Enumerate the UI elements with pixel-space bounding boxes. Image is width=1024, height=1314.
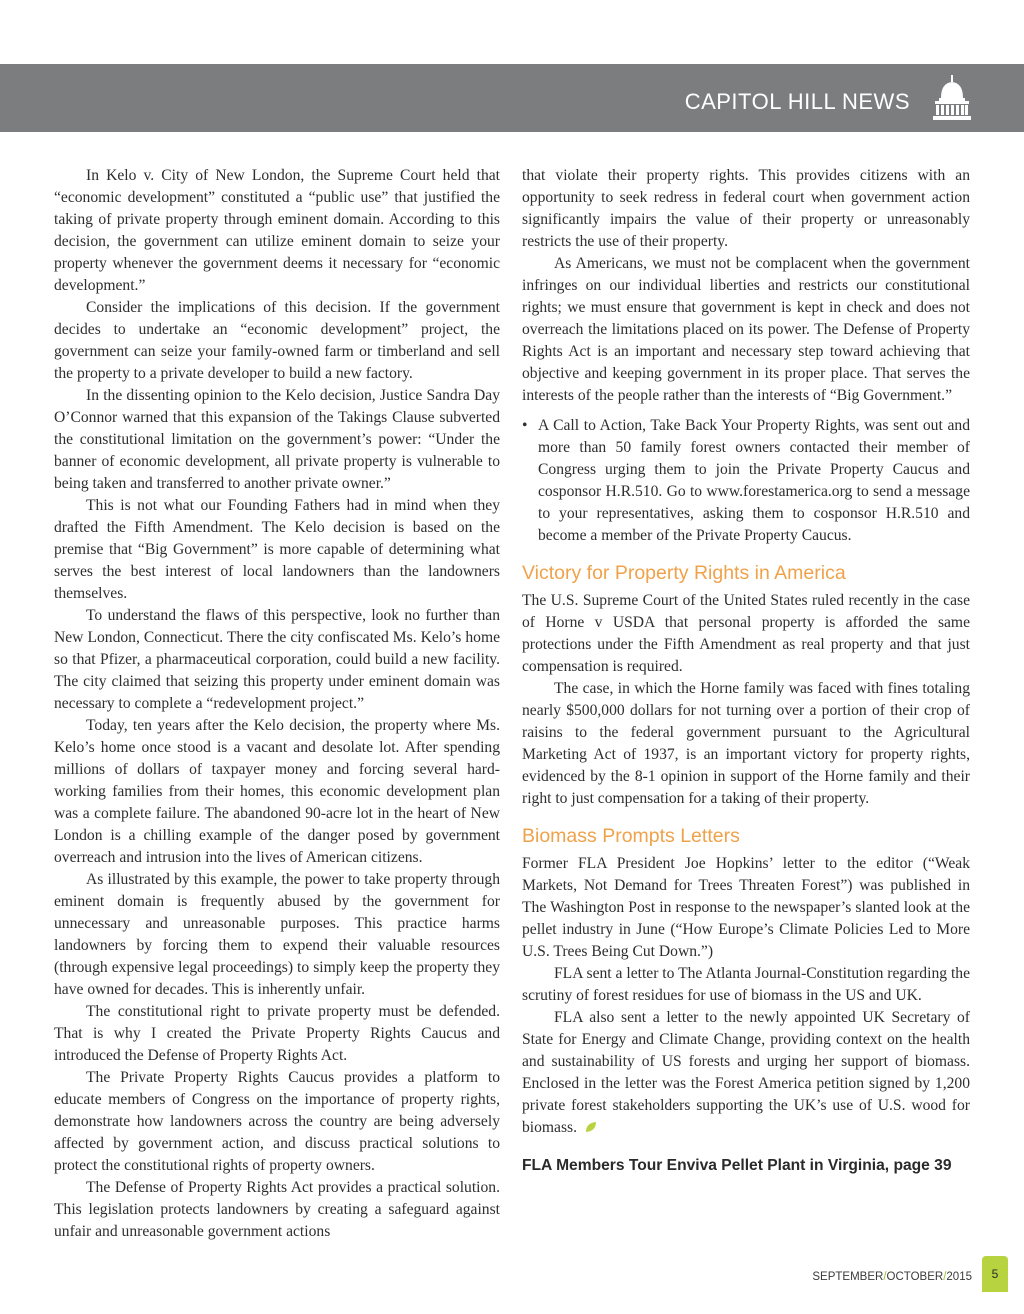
article-paragraph-text: FLA also sent a letter to the newly appointed UK Secretary of State for Energy and Climate Change, providing context on the health and sustainability of US forests and urging her support of biomass. Enclosed in the letter was the Forest America petition signed by 1,200 private forest stakeholders supporting the UK’s use of U.S. wood for biomass. xyxy=(522,1009,970,1136)
article-paragraph: As illustrated by this example, the power to take property through eminent domain is frequently abused by the government for unnecessary and unreasonable purposes. This practice harms landowners by forcing them to expend their valuable resources (through expensive legal proceedings) to simply keep the property they have owned for decades. This is inherently unfair. xyxy=(54,871,500,998)
crossref-link[interactable]: FLA Members Tour Enviva Pellet Plant in Virginia, page 39 xyxy=(522,1157,952,1174)
right-column xyxy=(522,165,970,1177)
biomass-heading: Biomass Prompts Letters xyxy=(522,825,740,847)
article-continuation: that violate their property rights. This provides citizens with an opportunity to seek redress in federal court when government action significantly impairs the value of their property or unreasonably restricts the use of their property. xyxy=(522,167,970,250)
article-paragraph: Today, ten years after the Kelo decision, the property where Ms. Kelo’s home once stood is a vacant and desolate lot. After spending millions of dollars of taxpayer money and forcing several hard-working families from their homes, this economic development plan was a complete failure. The abandoned 90-acre lot in the heart of New London is a chilling example of the danger posed by government overreach and intrusion into the lives of American citizens. xyxy=(54,717,500,866)
article-paragraph: This is not what our Founding Fathers had in mind when they drafted the Fifth Amendment. The Kelo decision is based on the premise that “Big Government” is more capable of determining what serves the best interest of local landowners than the landowners themselves. xyxy=(54,497,500,602)
page-number: 5 xyxy=(982,1256,1008,1292)
issue-date xyxy=(812,1271,972,1283)
leaf-icon xyxy=(585,1121,597,1133)
left-column xyxy=(54,165,500,1243)
header-banner xyxy=(0,64,1024,132)
article-paragraph: Consider the implications of this decision. If the government decides to undertake an “economic development” project, the government can seize your family-owned farm or timberland and sell the property to a private developer to build a new factory. xyxy=(54,299,500,382)
article-paragraph: The Defense of Property Rights Act provides a practical solution. This legislation protects landowners by creating a safeguard against unfair and unreasonable government actions xyxy=(54,1179,500,1240)
issue-month-2: OCTOBER xyxy=(886,1271,944,1283)
date-separator: / xyxy=(943,1271,947,1283)
victory-heading: Victory for Property Rights in America xyxy=(522,562,846,584)
article-paragraph: The constitutional right to private property must be defended. That is why I created the Private Property Rights Caucus and introduced the Defense of Property Rights Act. xyxy=(54,1003,500,1064)
capitol-dome-icon xyxy=(932,74,972,122)
article-paragraph: As Americans, we must not be complacent when the government infringes on our individual liberties and restricts our constitutional rights; we must ensure that government is kept in check and does not overreach the limitations placed on its power. The Defense of Property Rights Act is an important and necessary step toward achieving that objective and keeping government in its proper place. That serves the interests of the people rather than the interests of “Big Government.” xyxy=(522,255,970,404)
bullet-marker: • xyxy=(522,417,528,434)
date-separator: / xyxy=(883,1271,887,1283)
issue-year: 2015 xyxy=(946,1271,972,1283)
article-paragraph: In the dissenting opinion to the Kelo decision, Justice Sandra Day O’Connor warned that this expansion of the Takings Clause subverted the constitutional limitation on the government’s power: “Under the banner of economic development, all private property is vulnerable to being taken and transferred to another private owner.” xyxy=(54,387,500,492)
call-to-action-bullet xyxy=(522,415,970,547)
bullet-text: A Call to Action, Take Back Your Property Rights, was sent out and more than 50 family forest owners contacted their member of Congress urging them to join the Private Property Caucus and cosponsor H.R.510. Go to www.forestamerica.org to send a message to your representatives, asking them to cosponsor H.R.510 and become a member of the Private Property Caucus. xyxy=(538,417,970,544)
article-paragraph: Former FLA President Joe Hopkins’ letter to the editor (“Weak Markets, Not Demand for Trees Threaten Forest”) was published in The Washington Post in response to the newspaper’s slanted look at the pellet industry in June (“How Europe’s Climate Policies Led to More U.S. Trees Being Cut Down.”) xyxy=(522,855,970,960)
article-paragraph xyxy=(522,1007,970,1139)
article-paragraph: In Kelo v. City of New London, the Supreme Court held that “economic development” constituted a “public use” that justified the taking of private property through eminent domain. According to this decision, the government can utilize eminent domain to seize your property whenever the government deems it necessary for “economic development.” xyxy=(54,167,500,294)
article-paragraph: The case, in which the Horne family was faced with fines totaling nearly $500,000 dollars for not turning over a portion of their crop of raisins to the federal government pursuant to the Agricultural Marketing Act of 1937, is an important victory for property rights, evidenced by the 8-1 opinion in support of the Horne family and their right to just compensation for a taking of their property. xyxy=(522,680,970,807)
article-paragraph: FLA sent a letter to The Atlanta Journal-Constitution regarding the scrutiny of forest residues for use of biomass in the US and UK. xyxy=(522,965,970,1004)
article-paragraph: The U.S. Supreme Court of the United States ruled recently in the case of Horne v USDA that personal property is afforded the same protections under the Fifth Amendment as real property and that just compensation is required. xyxy=(522,592,970,675)
section-title: CAPITOL HILL NEWS xyxy=(684,89,910,114)
article-paragraph: To understand the flaws of this perspective, look no further than New London, Connecticut. There the city confiscated Ms. Kelo’s home so that Pfizer, a pharmaceutical corporation, could build a new facility. The city claimed that seizing this property under eminent domain was necessary to complete a “redevelopment project.” xyxy=(54,607,500,712)
issue-month-1: SEPTEMBER xyxy=(812,1271,884,1283)
article-paragraph: The Private Property Rights Caucus provides a platform to educate members of Congress on the importance of property rights, demonstrate how landowners across the country are being adversely affected by government action, and discuss practical solutions to protect the constitutional rights of property owners. xyxy=(54,1069,500,1174)
